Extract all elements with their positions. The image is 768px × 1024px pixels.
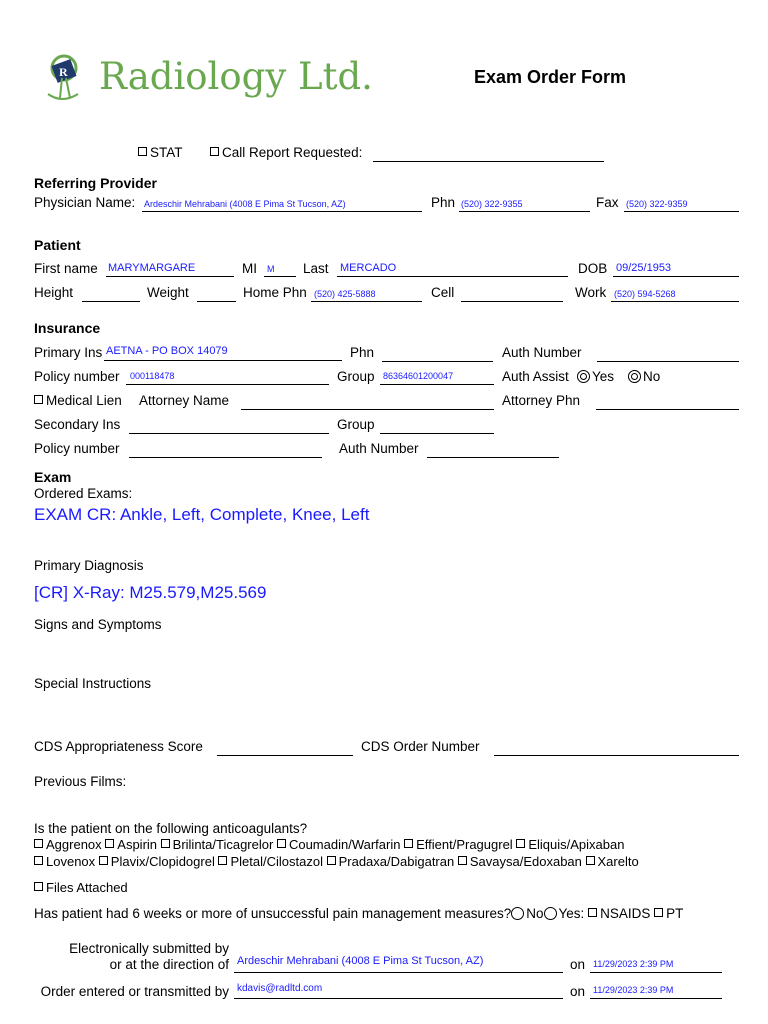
exam-heading: Exam — [34, 469, 72, 485]
no-radio-icon — [628, 370, 641, 383]
anticoag-option[interactable] — [458, 854, 582, 869]
patient-heading: Patient — [34, 237, 81, 253]
policy2-label: Policy number — [34, 441, 120, 456]
anticoag-label: Eliquis/Apixaban — [528, 837, 625, 852]
mi-field[interactable] — [264, 261, 296, 277]
secondary-ins-label: Secondary Ins — [34, 417, 121, 432]
primary-diagnosis-label: Primary Diagnosis — [34, 558, 144, 573]
radio-icon — [511, 907, 524, 920]
form-title: Exam Order Form — [474, 67, 627, 87]
auth-assist-yes-label: Yes — [592, 369, 615, 384]
call-report-checkbox[interactable] — [210, 145, 362, 161]
call-report-label: Call Report Requested: — [222, 145, 363, 160]
yes-radio-icon — [577, 370, 590, 383]
checkbox-icon — [516, 839, 525, 848]
anticoag-option[interactable] — [586, 854, 639, 869]
medical-lien-check-icon — [34, 395, 43, 404]
anticoag-label: Aspirin — [117, 837, 158, 852]
cds-score-label: CDS Appropriateness Score — [34, 739, 203, 754]
attorney-name-field[interactable] — [241, 394, 494, 410]
work-field[interactable] — [611, 286, 739, 302]
anticoag-label: Coumadin/Warfarin — [288, 837, 401, 852]
anticoag-label: Xarelto — [597, 854, 639, 869]
anticoag-label: Lovenox — [46, 854, 96, 869]
auth-number-label: Auth Number — [502, 345, 582, 360]
insurance-heading: Insurance — [34, 320, 101, 336]
company-name: Radiology Ltd. — [99, 55, 373, 98]
signs-symptoms-label: Signs and Symptoms — [34, 617, 162, 632]
last-name-label: Last — [303, 261, 329, 276]
anticoag-row-2 — [34, 854, 639, 870]
submitted-by-field[interactable] — [234, 955, 563, 973]
policy-number-label: Policy number — [34, 369, 120, 384]
weight-field[interactable] — [197, 286, 236, 302]
physician-value: Ardeschir Mehrabani (4008 E Pima St Tucson, AZ) — [144, 199, 346, 209]
submitted-by-value: Ardeschir Mehrabani (4008 E Pima St Tucson, AZ) — [237, 955, 484, 967]
group-field[interactable] — [380, 369, 494, 385]
special-instructions-label: Special Instructions — [34, 676, 152, 691]
files-attached-label: Files Attached — [46, 880, 128, 895]
dob-value: 09/25/1953 — [616, 262, 672, 274]
stat-check-icon — [138, 147, 147, 156]
work-label: Work — [575, 285, 607, 300]
checkbox-icon — [458, 856, 467, 865]
anticoag-label: Plavix/Clopidogrel — [110, 854, 215, 869]
physician-field[interactable] — [142, 196, 422, 212]
submitted-label-2: or at the direction of — [109, 957, 229, 972]
last-name-field[interactable] — [337, 261, 568, 277]
fax-value: (520) 322-9359 — [626, 199, 688, 209]
cell-field[interactable] — [461, 286, 563, 302]
submitted-on-label: on — [570, 957, 586, 972]
entered-by-field[interactable] — [234, 981, 563, 999]
checkbox-icon — [105, 839, 114, 848]
home-phn-field[interactable] — [311, 286, 422, 302]
checkbox-icon — [34, 882, 43, 891]
pt-option[interactable] — [654, 906, 683, 921]
checkbox-icon — [327, 856, 336, 865]
pt-label: PT — [666, 906, 684, 921]
attorney-phn-label: Attorney Phn — [502, 393, 581, 408]
anticoag-label: Pletal/Cilostazol — [230, 854, 323, 869]
primary-ins-field[interactable] — [104, 345, 342, 361]
nsaids-option[interactable] — [588, 906, 650, 921]
checkbox-icon — [586, 856, 595, 865]
logo-emblem-icon — [40, 50, 100, 106]
anticoag-option[interactable] — [516, 837, 624, 852]
entered-on-label: on — [570, 984, 586, 999]
policy2-field[interactable] — [129, 442, 322, 458]
entered-by-label: Order entered or transmitted by — [40, 984, 229, 999]
checkbox-icon — [588, 908, 597, 917]
entered-date-value: 11/29/2023 2:39 PM — [593, 985, 674, 995]
checkbox-icon — [161, 839, 170, 848]
anticoag-label: Effient/Pragugrel — [416, 837, 513, 852]
svg-text:R: R — [59, 65, 68, 79]
nsaids-label: NSAIDS — [600, 906, 651, 921]
attorney-phn-field[interactable] — [596, 394, 739, 410]
auth2-field[interactable] — [427, 442, 559, 458]
medical-lien-label: Medical Lien — [46, 393, 122, 408]
files-attached-checkbox[interactable] — [34, 880, 128, 896]
fax-field[interactable] — [624, 196, 739, 212]
mi-value: M — [267, 264, 275, 274]
cell-label: Cell — [431, 285, 455, 300]
ref-phn-value: (520) 322-9355 — [461, 199, 523, 209]
ref-phn-label: Phn — [431, 195, 456, 210]
anticoag-option[interactable] — [34, 854, 95, 869]
cds-order-label: CDS Order Number — [361, 739, 480, 754]
call-report-check-icon — [210, 147, 219, 156]
anticoag-option[interactable] — [404, 837, 513, 852]
auth-assist-no-label: No — [643, 369, 661, 384]
previous-films-label: Previous Films: — [34, 774, 127, 789]
dob-field[interactable] — [613, 261, 739, 277]
group2-field[interactable] — [380, 418, 494, 434]
checkbox-icon — [404, 839, 413, 848]
group-label: Group — [337, 369, 375, 384]
primary-diagnosis-value: [CR] X-Ray: M25.579,M25.569 — [34, 583, 267, 602]
mi-label: MI — [242, 261, 257, 276]
primary-ins-label: Primary Ins — [34, 345, 103, 360]
home-phn-value: (520) 425-5888 — [314, 289, 376, 299]
checkbox-icon — [277, 839, 286, 848]
ordered-exams-value: EXAM CR: Ankle, Left, Complete, Knee, Left — [34, 505, 370, 524]
pain-no-option[interactable] — [511, 906, 543, 921]
pain-no-label: No — [526, 906, 544, 921]
anticoag-label: Savaysa/Edoxaban — [469, 854, 582, 869]
pain-question-row — [34, 906, 683, 922]
anticoag-option[interactable] — [34, 837, 102, 852]
anticoag-option[interactable] — [161, 837, 274, 852]
cds-score-field[interactable] — [217, 740, 353, 756]
anticoag-option[interactable] — [327, 854, 455, 869]
referring-heading: Referring Provider — [34, 175, 157, 191]
anticoag-question: Is the patient on the following anticoagulants? — [34, 821, 308, 836]
ordered-exams-label: Ordered Exams: — [34, 486, 133, 501]
call-report-field[interactable] — [373, 146, 604, 162]
anticoag-option[interactable] — [99, 854, 215, 869]
auth-assist-label: Auth Assist — [502, 369, 569, 384]
auth-number-field[interactable] — [597, 346, 739, 362]
stat-checkbox[interactable] — [138, 145, 183, 161]
attorney-name-label: Attorney Name — [139, 393, 230, 408]
anticoag-row-1 — [34, 837, 624, 853]
auth-assist-yes[interactable] — [577, 369, 614, 385]
checkbox-icon — [34, 839, 43, 848]
auth2-label: Auth Number — [339, 441, 419, 456]
work-value: (520) 594-5268 — [614, 289, 676, 299]
dob-label: DOB — [578, 261, 608, 276]
submitted-label-1: Electronically submitted by — [69, 941, 229, 956]
first-name-label: First name — [34, 261, 98, 276]
home-phn-label: Home Phn — [243, 285, 307, 300]
company-logo — [40, 50, 100, 106]
secondary-ins-field[interactable] — [129, 418, 329, 434]
checkbox-icon — [218, 856, 227, 865]
last-name-value: MERCADO — [340, 262, 397, 274]
primary-ins-value: AETNA - PO BOX 14079 — [106, 345, 228, 357]
first-name-value: MARYMARGARE — [108, 262, 196, 274]
checkbox-icon — [34, 856, 43, 865]
anticoag-label: Pradaxa/Dabigatran — [338, 854, 455, 869]
height-label: Height — [34, 285, 74, 300]
height-field[interactable] — [82, 286, 140, 302]
physician-label: Physician Name: — [34, 195, 136, 210]
radio-icon — [544, 907, 557, 920]
checkbox-icon — [99, 856, 108, 865]
medical-lien-checkbox[interactable] — [34, 393, 122, 409]
stat-label: STAT — [150, 145, 183, 160]
entered-by-value: kdavis@radltd.com — [237, 983, 323, 994]
anticoag-label: Aggrenox — [46, 837, 102, 852]
anticoag-label: Brilinta/Ticagrelor — [172, 837, 274, 852]
group-value: 86364601200047 — [383, 371, 454, 381]
cds-order-field[interactable] — [494, 740, 739, 756]
pain-question: Has patient had 6 weeks or more of unsuccessful pain management measures? — [34, 906, 512, 921]
anticoag-option[interactable] — [277, 837, 401, 852]
checkbox-icon — [654, 908, 663, 917]
fax-label: Fax — [596, 195, 619, 210]
entered-date-field[interactable] — [590, 981, 722, 999]
policy-number-field[interactable] — [126, 369, 329, 385]
weight-label: Weight — [147, 285, 189, 300]
pain-yes-option[interactable] — [544, 906, 585, 921]
ins-phn-label: Phn — [350, 345, 375, 360]
policy-number-value: 000118478 — [130, 371, 175, 381]
ref-phn-field[interactable] — [459, 196, 590, 212]
anticoag-option[interactable] — [218, 854, 323, 869]
group2-label: Group — [337, 417, 375, 432]
submitted-date-value: 11/29/2023 2:39 PM — [593, 959, 674, 969]
submitted-date-field[interactable] — [590, 955, 722, 973]
pain-yes-label: Yes: — [558, 906, 585, 921]
anticoag-option[interactable] — [105, 837, 157, 852]
first-name-field[interactable] — [106, 261, 234, 277]
auth-assist-no[interactable] — [628, 369, 660, 385]
ins-phn-field[interactable] — [382, 346, 493, 362]
